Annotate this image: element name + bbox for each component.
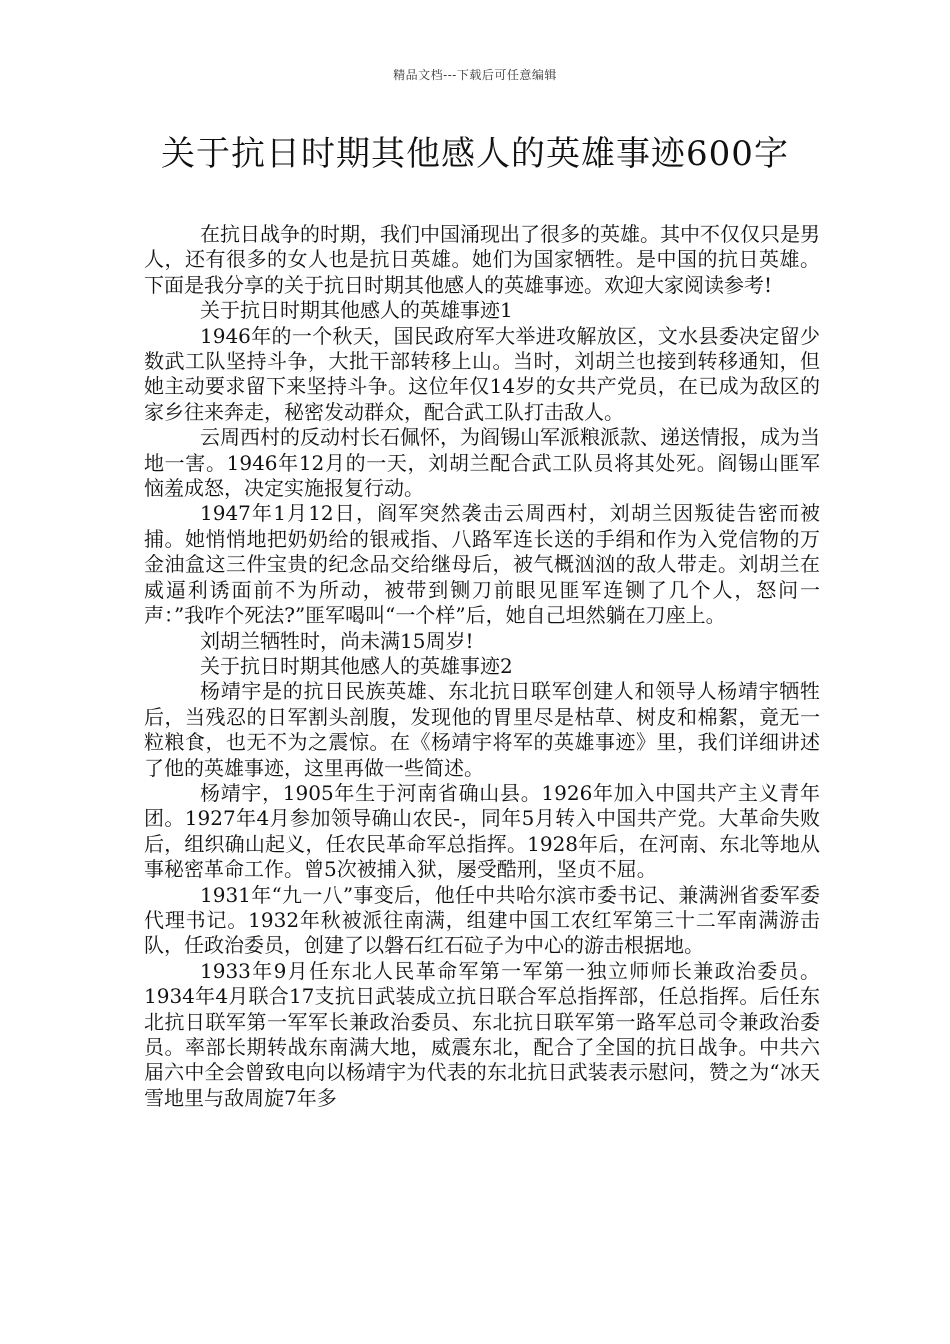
header-note: 精品文档---下载后可任意编辑	[393, 68, 557, 82]
body-paragraph: 刘胡兰牺牲时，尚未满15周岁!	[200, 628, 474, 653]
body-paragraph: 1947年1月12日，阎军突然袭击云周西村，刘胡兰因叛徒告密而被捕。她悄悄地把奶奶给的银戒指、八路军连长送的手绢和作为入党信物的万金油盒这三件宝贵的纪念品交给继母后，被气概汹汹的敌人带走。刘胡兰在威逼利诱面前不为所动，被带到铡刀前眼见匪军连铡了几个人，怒问一声：”我咋个死法?”匪军喝叫“一个样”后，她自己坦然躺在刀座上。	[144, 501, 820, 628]
section-heading-1: 关于抗日时期其他感人的英雄事迹1	[200, 298, 513, 323]
intro-paragraph: 在抗日战争的时期，我们中国涌现出了很多的英雄。其中不仅仅只是男人，还有很多的女人也是抗日英雄。她们为国家牺牲。是中国的抗日英雄。下面是我分享的关于抗日时期其他感人的英雄事迹。欢迎大家阅读参考!	[144, 222, 820, 297]
body-paragraph: 1931年“九一八”事变后，他任中共哈尔滨市委书记、兼满洲省委军委代理书记。1932年秋被派往南满，组建中国工农红军第三十二军南满游击队，任政治委员，创建了以磐石红石砬子为中心的游击根据地。	[144, 882, 820, 958]
body-paragraph: 1946年的一个秋天，国民政府军大举进攻解放区，文水县委决定留少数武工队坚持斗争，大批干部转移上山。当时，刘胡兰也接到转移通知，但她主动要求留下来坚持斗争。这位年仅14岁的女共产党员，在已成为敌区的家乡往来奔走，秘密发动群众，配合武工队打击敌人。	[144, 323, 820, 424]
section-heading-2: 关于抗日时期其他感人的英雄事迹2	[200, 653, 513, 678]
body-paragraph: 云周西村的反动村长石佩怀，为阎锡山军派粮派款、递送情报，成为当地一害。1946年12月的一天，刘胡兰配合武工队员将其处死。阎锡山匪军恼羞成怒，决定实施报复行动。	[144, 425, 820, 501]
body-paragraph: 1933年9月任东北人民革命军第一军第一独立师师长兼政治委员。1934年4月联合17支抗日武装成立抗日联合军总指挥部，任总指挥。后任东北抗日联军第一军军长兼政治委员、东北抗日联军第一路军总司令兼政治委员。率部长期转战东南满大地，威震东北，配合了全国的抗日战争。中共六届六中全会曾致电向以杨靖宇为代表的东北抗日武装表示慰问，赞之为“冰天雪地里与敌周旋7年多	[144, 958, 820, 1110]
body-paragraph: 杨靖宇是的抗日民族英雄、东北抗日联军创建人和领导人杨靖宇牺牲后，当残忍的日军割头剖腹，发现他的胃里尽是枯草、树皮和棉絮，竟无一粒粮食，也无不为之震惊。在《杨靖宇将军的英雄事迹》里，我们详细讲述了他的英雄事迹，这里再做一些简述。	[144, 679, 820, 780]
body-paragraph: 杨靖宇，1905年生于河南省确山县。1926年加入中国共产主义青年团。1927年4月参加领导确山农民-，同年5月转入中国共产党。大革命失败后，组织确山起义，任农民革命军总指挥。1928年后，在河南、东北等地从事秘密革命工作。曾5次被捕入狱，屡受酷刑，坚贞不屈。	[144, 780, 820, 882]
document-title: 关于抗日时期其他感人的英雄事迹600字	[161, 134, 789, 174]
document-body	[144, 222, 820, 1111]
